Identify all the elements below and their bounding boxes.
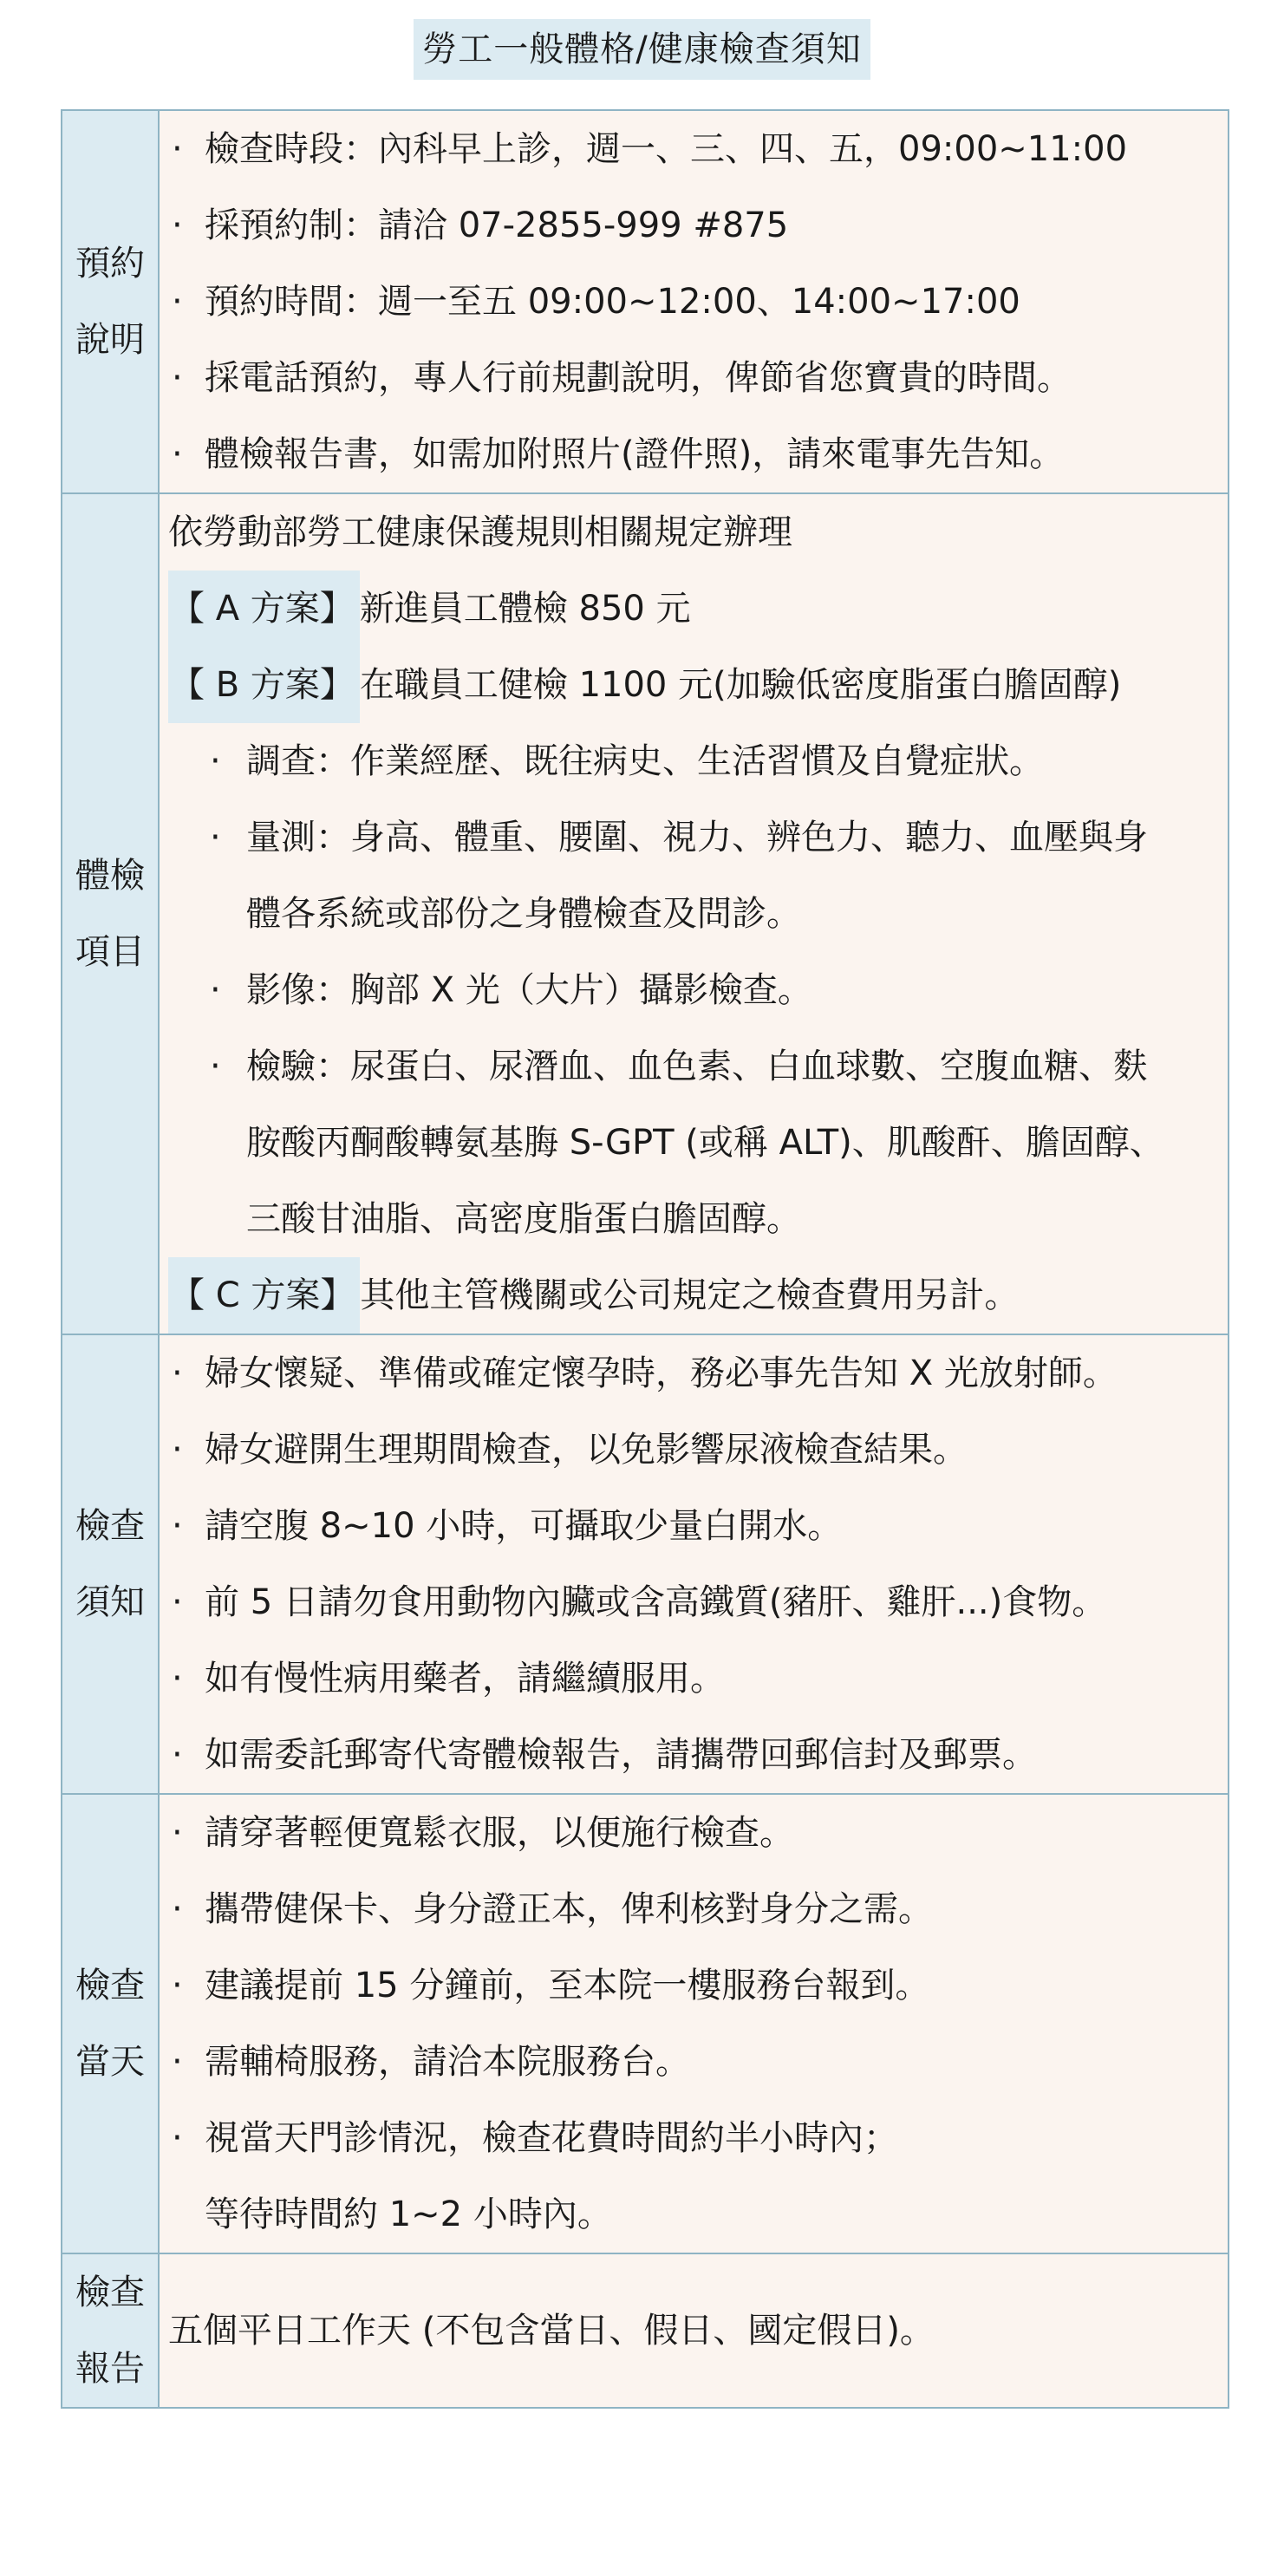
section-label-report: [62, 2253, 159, 2408]
list-item-text: 婦女懷疑、準備或確定懷孕時，務必事先告知 X 光放射師。: [205, 1353, 1118, 1393]
section-label-exam-day: [62, 1794, 159, 2253]
label-line-1: 體檢: [75, 856, 145, 896]
label-line-1: 檢查: [75, 2273, 145, 2312]
list-item: [160, 1871, 1228, 1947]
list-item: [160, 111, 1228, 187]
list-item-text: 體檢報告書，如需加附照片(證件照)，請來電事先告知。: [205, 434, 1065, 474]
section-reservation: [62, 110, 1229, 493]
list-item-text: 預約時間：週一至五 09:00~12:00、14:00~17:00: [205, 282, 1020, 322]
label-line-1: 檢查: [75, 1506, 145, 1546]
regulation-intro: 依勞動部勞工健康保護規則相關規定辦理: [168, 512, 792, 552]
list-item: [160, 1717, 1228, 1793]
list-item: [160, 416, 1228, 492]
section-exam-day: [62, 1794, 1229, 2253]
plan-b-item: [160, 1028, 1228, 1105]
notice-table: [61, 109, 1229, 2409]
list-item: [160, 1947, 1228, 2024]
list-item: [160, 1640, 1228, 1717]
bullet: ·: [172, 205, 183, 245]
bullet: ·: [172, 1966, 183, 2005]
list-item-text: 攜帶健保卡、身分證正本，俾利核對身分之需。: [205, 1889, 933, 1929]
section-label-reservation: [62, 110, 159, 493]
list-item-text: 如有慢性病用藥者，請繼續服用。: [205, 1659, 725, 1699]
list-item-text: 採電話預約，專人行前規劃說明，俾節省您寶貴的時間。: [205, 358, 1072, 398]
plan-a-tag: 【 A 方案】: [168, 571, 360, 647]
bullet: ·: [210, 818, 221, 858]
label-line-2: 報告: [75, 2349, 145, 2389]
section-exam-items: [62, 493, 1229, 1334]
plan-b-item: [160, 952, 1228, 1028]
plan-b-tag: 【 B 方案】: [168, 647, 360, 723]
plan-b-item-continuation: 體各系統或部份之身體檢查及問診。: [246, 894, 801, 934]
plan-b-item: [160, 723, 1228, 799]
report-text: 五個平日工作天 (不包含當日、假日、國定假日)。: [168, 2311, 935, 2351]
bullet: ·: [172, 2042, 183, 2082]
label-line-2: 當天: [75, 2042, 145, 2082]
label-line-2: 說明: [75, 320, 145, 360]
bullet: ·: [210, 1047, 221, 1086]
list-item-text: 建議提前 15 分鐘前，至本院一樓服務台報到。: [205, 1966, 930, 2005]
section-content-reservation: [159, 110, 1229, 493]
section-content-precautions: [159, 1334, 1229, 1794]
section-report: [62, 2253, 1229, 2408]
list-item: [160, 340, 1228, 416]
bullet: ·: [172, 1506, 183, 1546]
list-item-text: 如需委託郵寄代寄體檢報告，請攜帶回郵信封及郵票。: [205, 1735, 1037, 1775]
bullet: ·: [172, 1735, 183, 1775]
bullet: ·: [210, 970, 221, 1010]
list-item-text: 視當天門診情況，檢查花費時間約半小時內；: [205, 2118, 898, 2158]
list-item: [160, 2024, 1228, 2100]
list-item: [160, 1564, 1228, 1640]
plan-c-tag: 【 C 方案】: [168, 1257, 360, 1334]
section-content-report: [159, 2253, 1229, 2408]
list-item: [160, 187, 1228, 264]
label-line-2: 須知: [75, 1582, 145, 1622]
bullet: ·: [172, 358, 183, 398]
list-item-text: 需輔椅服務，請洽本院服務台。: [205, 2042, 690, 2082]
bullet: ·: [172, 1582, 183, 1622]
list-item: [160, 1795, 1228, 1871]
list-item: [160, 1412, 1228, 1488]
list-item-text: 請穿著輕便寬鬆衣服，以便施行檢查。: [205, 1813, 794, 1853]
bullet: ·: [210, 741, 221, 781]
list-item-text: 前 5 日請勿食用動物內臟或含高鐵質(豬肝、雞肝...)食物。: [205, 1582, 1107, 1622]
label-line-2: 項目: [75, 932, 145, 972]
list-item-text: 請空腹 8~10 小時，可攝取少量白開水。: [205, 1506, 843, 1546]
list-item-continuation: 等待時間約 1~2 小時內。: [205, 2194, 612, 2234]
plan-b-item-text: 調查：作業經歷、既往病史、生活習慣及自覺症狀。: [246, 741, 1044, 781]
plan-a-text: 新進員工體檢 850 元: [359, 589, 691, 629]
plan-b: [160, 647, 1228, 723]
page-title: 勞工一般體格/健康檢查須知: [414, 19, 870, 80]
bullet: ·: [172, 1353, 183, 1393]
list-item: [160, 1488, 1228, 1564]
section-precautions: [62, 1334, 1229, 1794]
label-line-1: 預約: [75, 244, 145, 284]
bullet: ·: [172, 1889, 183, 1929]
section-label-exam-items: [62, 493, 159, 1334]
label-line-1: 檢查: [75, 1966, 145, 2005]
bullet: ·: [172, 2118, 183, 2158]
plan-b-item-text: 影像：胸部 X 光（大片）攝影檢查。: [246, 970, 812, 1010]
plan-b-item: [160, 799, 1228, 876]
list-item-text: 採預約制：請洽 07-2855-999 #875: [205, 205, 789, 245]
list-item-text: 婦女避開生理期間檢查，以免影響尿液檢查結果。: [205, 1430, 968, 1470]
list-item-text: 檢查時段：內科早上診，週一、三、四、五，09:00~11:00: [205, 129, 1128, 169]
title-wrap: [0, 19, 1284, 80]
plan-b-text: 在職員工健檢 1100 元(加驗低密度脂蛋白膽固醇): [359, 665, 1122, 705]
list-item: [160, 264, 1228, 340]
bullet: ·: [172, 1813, 183, 1853]
plan-c-text: 其他主管機關或公司規定之檢查費用另計。: [360, 1275, 1020, 1315]
section-content-exam-items: [159, 493, 1229, 1334]
list-item: [160, 2100, 1228, 2176]
bullet: ·: [172, 434, 183, 474]
section-label-precautions: [62, 1334, 159, 1794]
bullet: ·: [172, 282, 183, 322]
plan-a: [160, 571, 1228, 647]
plan-c: [160, 1257, 1228, 1334]
bullet: ·: [172, 1659, 183, 1699]
plan-b-item-text: 量測：身高、體重、腰圍、視力、辨色力、聽力、血壓與身: [246, 818, 1148, 858]
plan-b-item-continuation: 三酸甘油脂、高密度脂蛋白膽固醇。: [246, 1199, 801, 1239]
plan-b-item-continuation: 胺酸丙酮酸轉氨基脢 S-GPT (或稱 ALT)、肌酸酐、膽固醇、: [246, 1123, 1164, 1163]
bullet: ·: [172, 1430, 183, 1470]
section-content-exam-day: [159, 1794, 1229, 2253]
plan-b-item-text: 檢驗：尿蛋白、尿潛血、血色素、白血球數、空腹血糖、麩: [246, 1047, 1148, 1086]
list-item: [160, 1335, 1228, 1412]
bullet: ·: [172, 129, 183, 169]
